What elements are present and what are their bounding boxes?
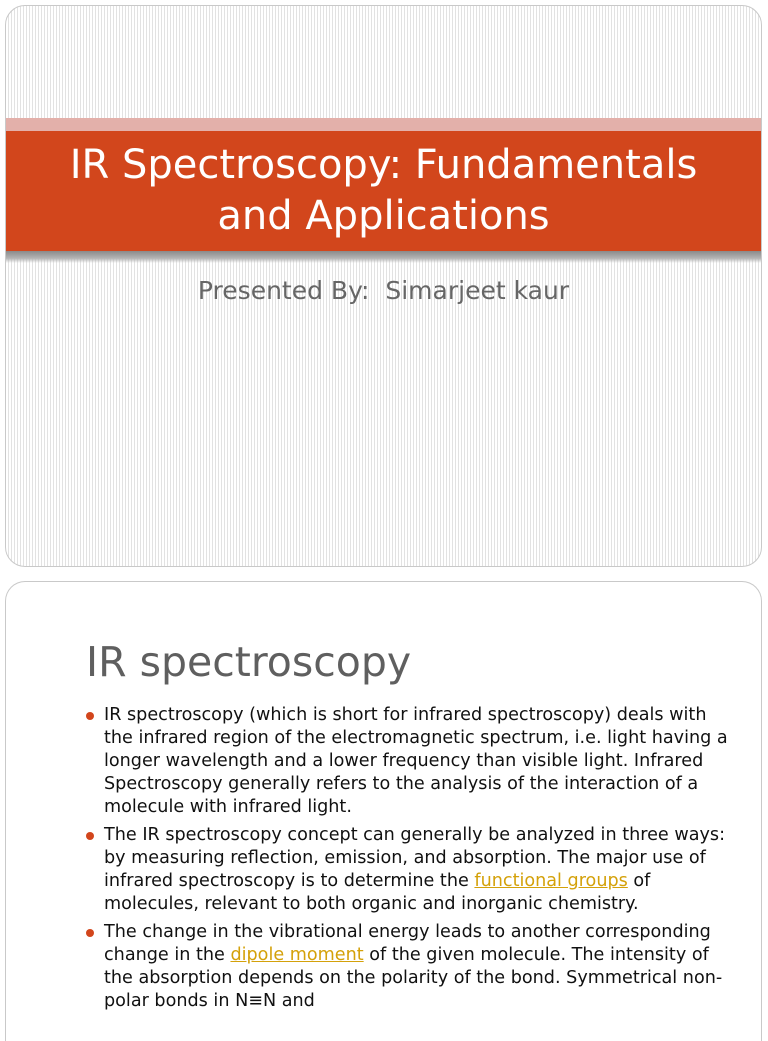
bullet-text: of the given molecule. The intensity of the absorption depends on the polarity of the bond. Symmetrical non-polar bonds in N≡N and [104, 945, 723, 1011]
bullet-text: IR spectroscopy (which is short for infrared spectroscopy) deals with the infrared region of the electromagnetic spectrum, i.e. light having a longer wavelength and a lower frequency than visible light. Infrared Spectroscopy generally refers to the analysis of the interaction of a molecule with infrared light. [104, 705, 728, 817]
title-band-main [6, 131, 761, 251]
bullet-text: of molecules, relevant to both organic and inorganic chemistry. [104, 871, 651, 914]
bullet-list [84, 704, 734, 1018]
title-band-shadow [6, 251, 761, 263]
dipole-moment-link[interactable]: dipole moment [230, 945, 364, 965]
title-band [6, 118, 761, 266]
title-band-highlight [6, 118, 761, 131]
bullet-dot-icon [86, 712, 94, 720]
bullet-item [84, 921, 734, 1013]
functional-groups-link[interactable]: functional groups [474, 871, 628, 891]
title-slide [5, 5, 762, 567]
bullet-dot-icon [86, 832, 94, 840]
presentation-title: IR Spectroscopy: Fundamentals and Applications [69, 142, 698, 239]
presenter-subtitle: Presented By: Simarjeet kaur [197, 276, 570, 305]
bullet-item [84, 704, 734, 819]
bullet-text: The IR spectroscopy concept can generally be analyzed in three ways: by measuring reflection, emission, and absorption. The major use of infrared spectroscopy is to determine the [104, 825, 726, 891]
bullet-text: The change in the vibrational energy leads to another corresponding change in the [104, 922, 711, 965]
bullet-dot-icon [86, 929, 94, 937]
content-slide [5, 581, 762, 1041]
slide-heading: IR spectroscopy [86, 638, 412, 686]
bullet-item [84, 824, 734, 916]
